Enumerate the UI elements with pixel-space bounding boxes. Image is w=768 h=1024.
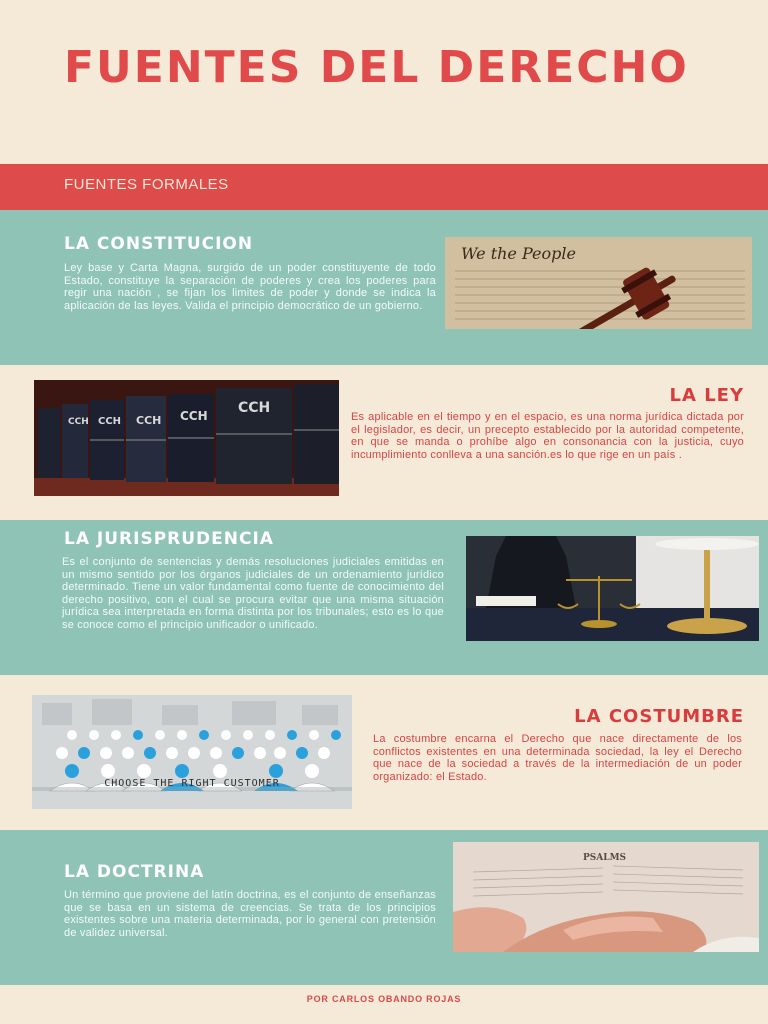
page-title: FUENTES DEL DERECHO: [64, 42, 689, 93]
section-ley: [0, 365, 768, 520]
subtitle-banner: [0, 164, 768, 210]
svg-text:CCH: CCH: [68, 417, 89, 427]
banner-text: FUENTES FORMALES: [64, 176, 229, 193]
section-heading: LA JURISPRUDENCIA: [64, 529, 274, 549]
section-text: Es aplicable en el tiempo y en el espacio, es una norma jurídica dictada por el legislador, es decir, un precepto establecido por la autoridad competente, en que se manda o prohíbe algo en consonancia con la justicia, cuyo incumplimiento conlleva a una sanción.es lo que rige en un país .: [351, 411, 744, 461]
section-text: Un término que proviene del latín doctrina, es el conjunto de enseñanzas que se basa en un sistema de creencias. Se trata de los principios existentes sobre una materia determinada, por lo general con pretensión de validez universal.: [64, 889, 436, 939]
customer-crowd-image: [32, 695, 352, 809]
section-text: La costumbre encarna el Derecho que nace directamente de los conflictos existentes en una determinada sociedad, la ley el Derecho que nace de la sociedad a través de la intermediación de un poder organizado: el Estado.: [373, 733, 742, 783]
section-heading: LA DOCTRINA: [64, 862, 205, 882]
section-heading: LA CONSTITUCION: [64, 234, 254, 254]
svg-text:CCH: CCH: [98, 416, 122, 427]
we-the-people-text: We the People: [461, 244, 576, 263]
section-costumbre: [0, 675, 768, 830]
section-doctrina: [0, 830, 768, 985]
bible-hands-image: [453, 842, 759, 952]
section-heading: LA COSTUMBRE: [574, 706, 744, 727]
justice-scales-image: [466, 536, 759, 641]
psalms-text: PSALMS: [583, 853, 627, 863]
svg-text:CCH: CCH: [136, 414, 162, 427]
section-text: Es el conjunto de sentencias y demás resoluciones judiciales emitidas en un mismo sentido por los órganos judiciales de un ordenamiento jurídico determinado. Tiene un valor fundamental como fuente de conocimiento del derecho positivo, con el cual se procura evitar que una misma situación jurídica sea interpretada en forma distinta por los tribunales; esto es lo que se conoce como el principio unificador o unificado.: [62, 556, 444, 631]
customer-caption: CHOOSE THE RIGHT CUSTOMER: [104, 778, 280, 789]
author-credit: POR CARLOS OBANDO ROJAS: [306, 994, 462, 1004]
section-jurisprudencia: [0, 520, 768, 675]
constitution-gavel-image: [445, 237, 752, 329]
svg-text:CCH: CCH: [180, 409, 208, 423]
law-books-image: [34, 380, 339, 496]
section-text: Ley base y Carta Magna, surgido de un poder constituyente de todo Estado, constituye la separación de poderes y crea los poderes para regir una nación , se fijan los limites de poder y donde se indica la aplicación de las leyes. Valida el principio democrático de un gobierno.: [64, 262, 436, 312]
svg-text:CCH: CCH: [238, 400, 271, 416]
section-constitucion: [0, 210, 768, 365]
section-heading: LA LEY: [669, 385, 744, 406]
